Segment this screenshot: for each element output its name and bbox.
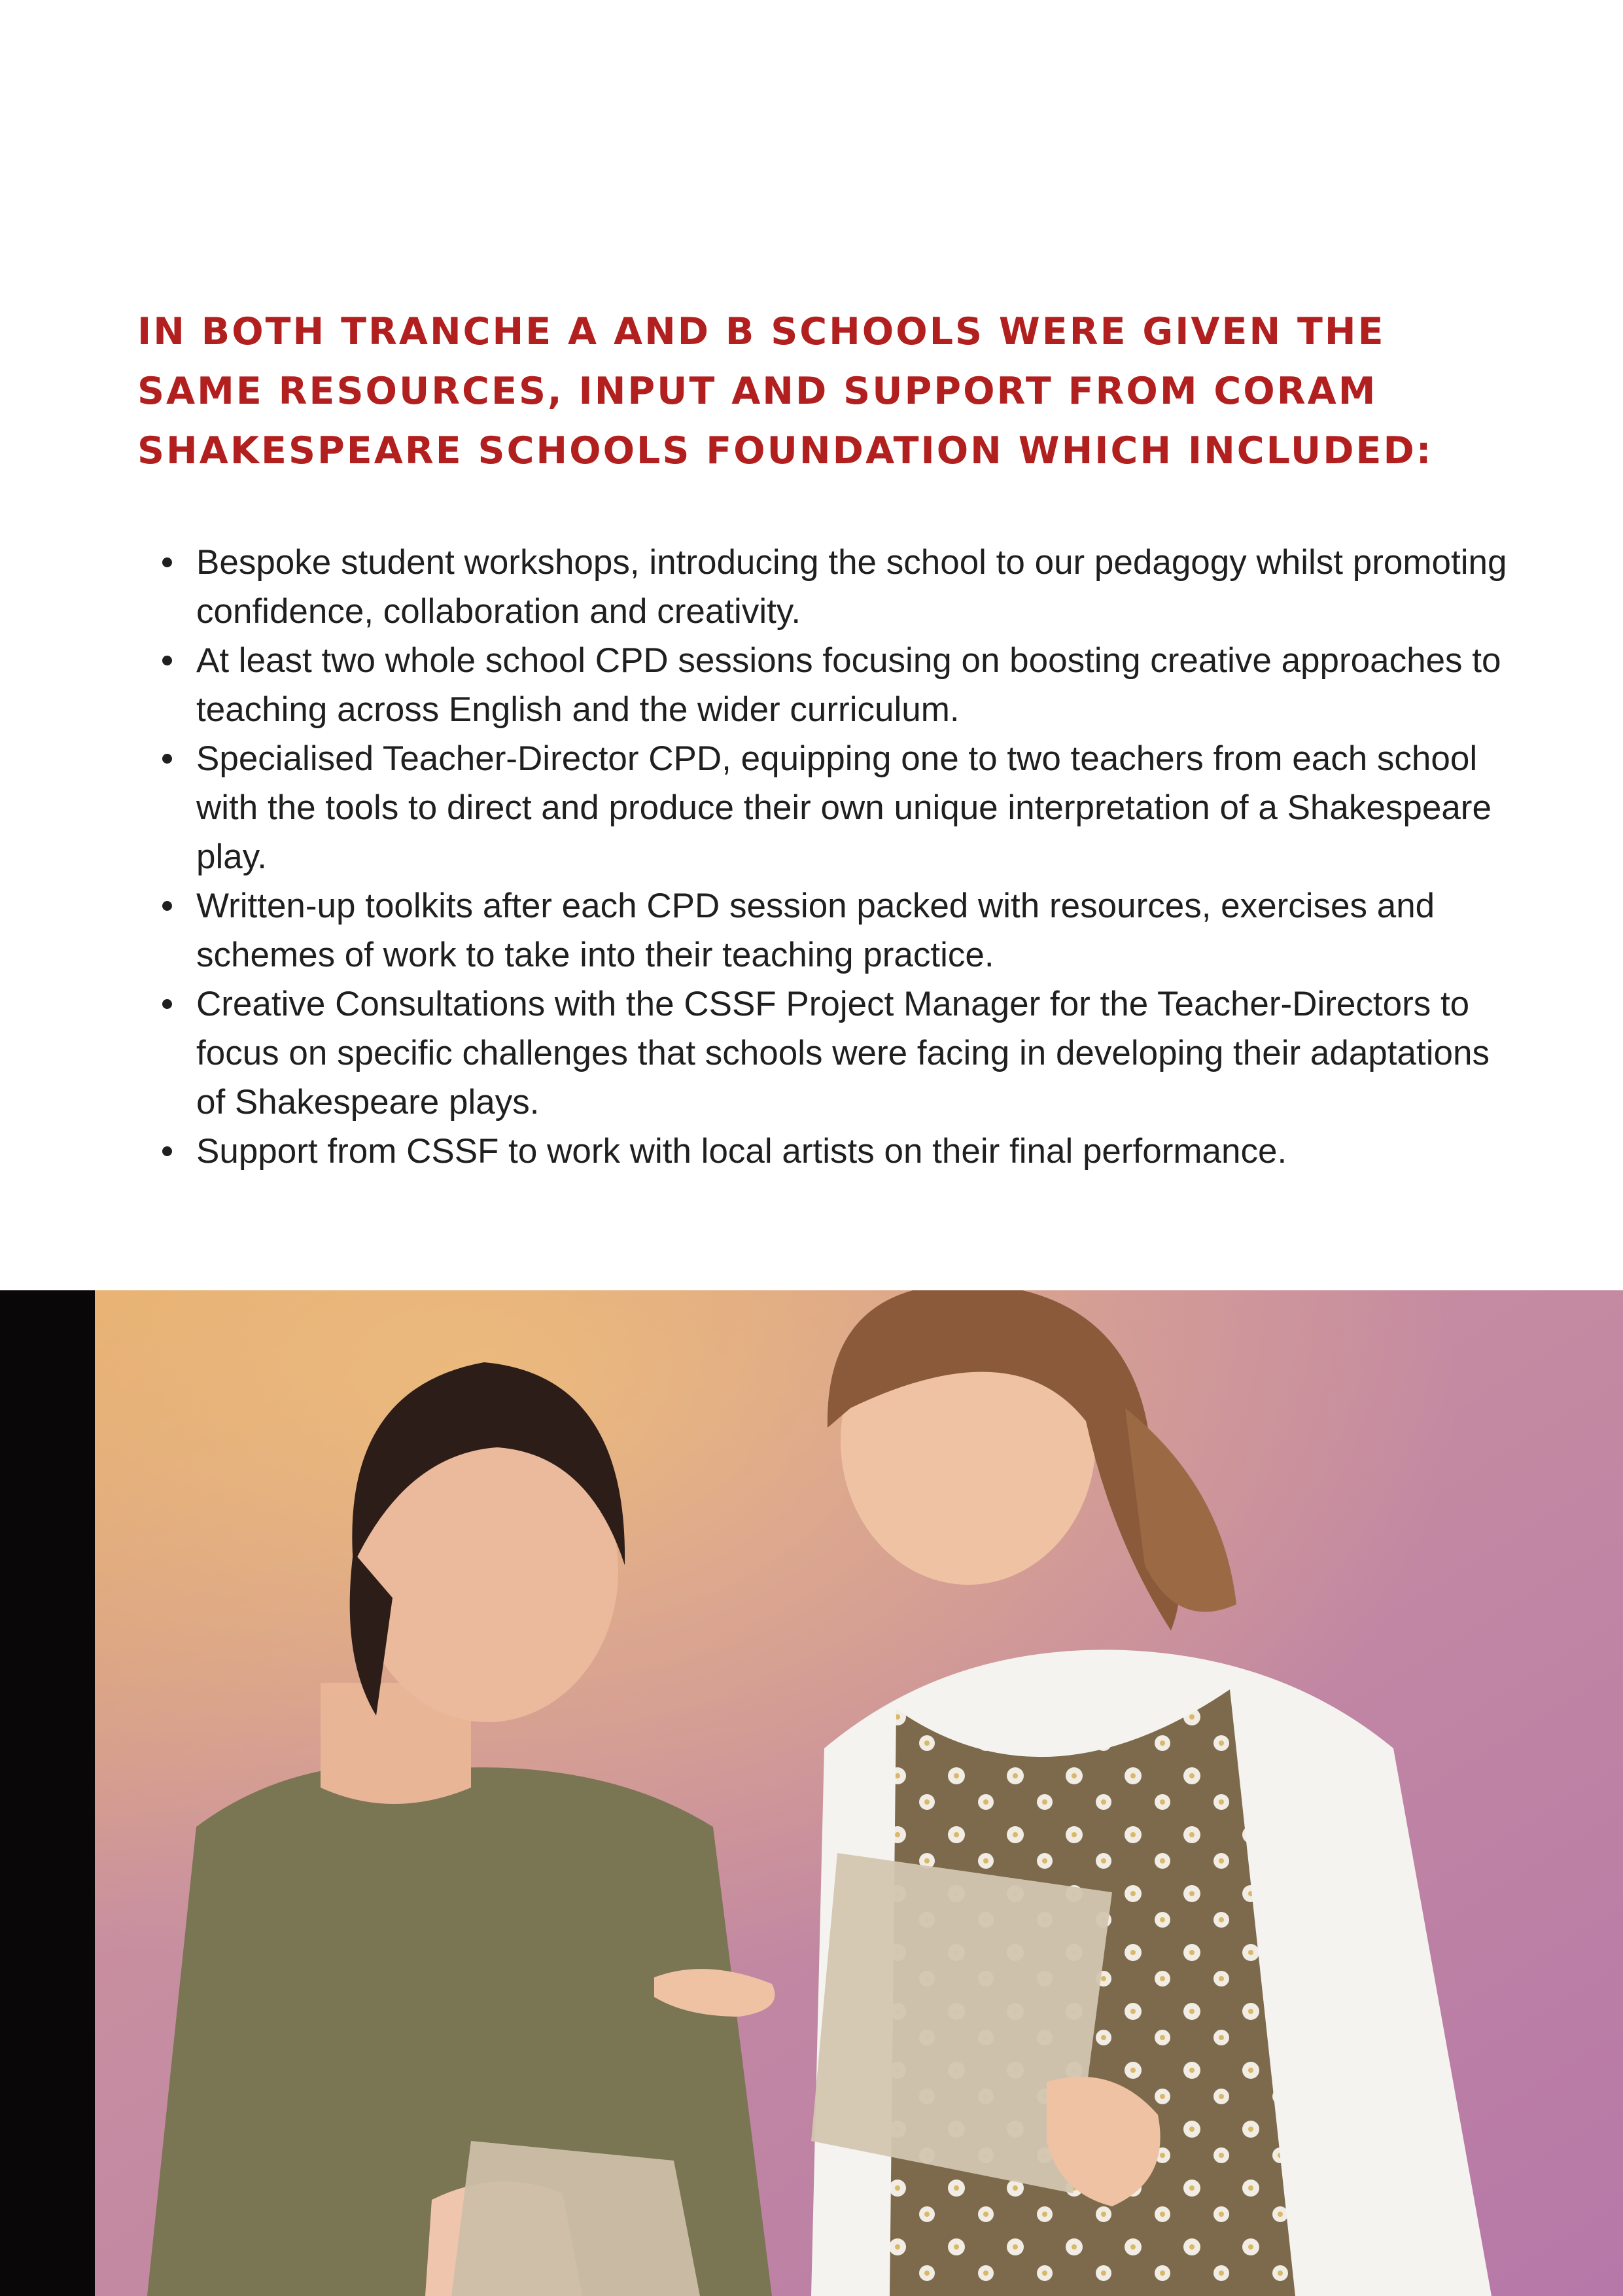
bullet-icon <box>162 557 172 567</box>
section-heading: IN BOTH TRANCHE A AND B SCHOOLS WERE GIVEN THE SAME RESOURCES, INPUT AND SUPPORT FROM CORAM SHAKESPEARE SCHOOLS FOUNDATION WHICH INCLUDED: <box>137 310 1433 472</box>
bullet-icon <box>162 999 172 1009</box>
bullet-icon <box>162 754 172 764</box>
bullet-text: Specialised Teacher-Director CPD, equipping one to two teachers from each school with the tools to direct and produce their own unique interpretation of a Shakespeare play. <box>196 739 1492 876</box>
photo-two-girls-reading-scripts <box>0 1290 1623 2296</box>
stage-curtain-edge <box>0 1290 95 2296</box>
bullet-icon <box>162 901 172 911</box>
bullet-text: Bespoke student workshops, introducing the school to our pedagogy whilst promoting confidence, collaboration and creativity. <box>196 543 1507 631</box>
bullet-text: At least two whole school CPD sessions focusing on boosting creative approaches to teaching across English and the wider curriculum. <box>196 641 1501 729</box>
photo-illustration <box>0 1290 1623 2296</box>
bullet-icon <box>162 656 172 665</box>
bullet-item <box>196 980 1511 1127</box>
bullet-item <box>196 636 1511 734</box>
bullet-icon <box>162 1146 172 1156</box>
bullet-text: Written-up toolkits after each CPD session packed with resources, exercises and schemes of work to take into their teaching practice. <box>196 887 1435 974</box>
bullet-text: Creative Consultations with the CSSF Project Manager for the Teacher-Directors to focus on specific challenges that schools were facing in developing their adaptations of Shakespeare plays. <box>196 985 1490 1122</box>
bullet-item <box>196 538 1511 636</box>
resources-bullet-list <box>196 538 1511 1176</box>
bullet-item <box>196 734 1511 881</box>
bullet-text: Support from CSSF to work with local artists on their final performance. <box>196 1132 1287 1171</box>
bullet-item <box>196 881 1511 980</box>
bullet-item <box>196 1127 1511 1176</box>
